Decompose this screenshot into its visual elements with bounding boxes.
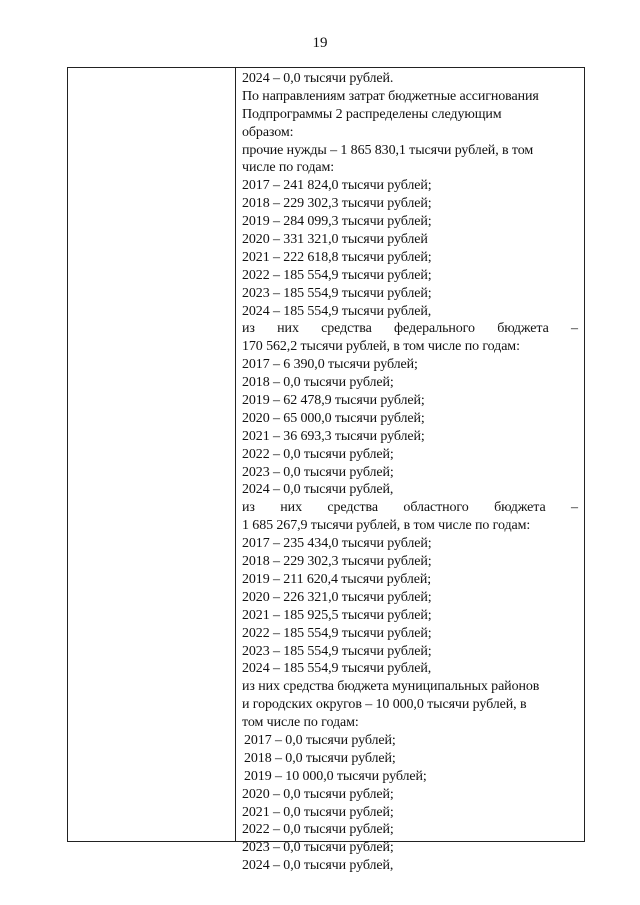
- document-table: [67, 67, 585, 874]
- federal-heading-line: [242, 320, 578, 338]
- heading-word: из: [242, 321, 255, 337]
- regional-heading-line: [242, 499, 578, 517]
- year-line: 2018 – 229 302,3 тысячи рублей;: [242, 554, 432, 570]
- year-line: 2023 – 0,0 тысячи рублей;: [242, 464, 394, 480]
- year-line: 2018 – 0,0 тысячи рублей;: [242, 375, 394, 391]
- year-line: 2020 – 331 321,0 тысячи рублей: [242, 232, 428, 248]
- year-line: 2023 – 0,0 тысячи рублей;: [242, 840, 394, 856]
- municipal-budget-block: [242, 678, 578, 875]
- heading-word: них: [277, 321, 299, 337]
- year-line: 2017 – 235 434,0 тысячи рублей;: [242, 536, 432, 552]
- intro-block: [242, 70, 578, 320]
- year-line: 2023 – 185 554,9 тысячи рублей;: [242, 643, 432, 659]
- year-line: 2022 – 0,0 тысячи рублей;: [242, 822, 394, 838]
- year-line: 2019 – 10 000,0 тысячи рублей;: [244, 768, 427, 784]
- budget-text-cell: [242, 70, 578, 875]
- heading-word: из: [242, 500, 255, 516]
- year-line: 2017 – 0,0 тысячи рублей;: [244, 732, 396, 748]
- regional-budget-block: [242, 499, 578, 678]
- year-line: 2024 – 0,0 тысячи рублей,: [242, 858, 394, 874]
- year-line: 2017 – 6 390,0 тысячи рублей;: [242, 357, 418, 373]
- heading-word: средства: [321, 321, 372, 337]
- year-line: 2017 – 241 824,0 тысячи рублей;: [242, 178, 432, 194]
- column-divider: [235, 68, 236, 841]
- year-line: 2021 – 222 618,8 тысячи рублей;: [242, 249, 432, 265]
- text-line: По направлениям затрат бюджетные ассигнования: [242, 88, 539, 104]
- text-line: 1 685 267,9 тысячи рублей, в том числе по годам:: [242, 518, 531, 534]
- page-number: 19: [312, 35, 328, 51]
- heading-word: федерального: [394, 321, 475, 337]
- year-line: 2022 – 185 554,9 тысячи рублей;: [242, 625, 432, 641]
- year-line: 2024 – 0,0 тысячи рублей,: [242, 482, 394, 498]
- year-line: 2021 – 0,0 тысячи рублей;: [242, 804, 394, 820]
- year-line: 2023 – 185 554,9 тысячи рублей;: [242, 285, 432, 301]
- year-line: 2024 – 185 554,9 тысячи рублей,: [242, 661, 432, 677]
- year-line: 2019 – 62 478,9 тысячи рублей;: [242, 393, 425, 409]
- year-line: 2022 – 0,0 тысячи рублей;: [242, 446, 394, 462]
- heading-word: –: [571, 500, 578, 516]
- text-line: прочие нужды – 1 865 830,1 тысячи рублей, в том: [242, 142, 534, 158]
- heading-word: бюджета: [497, 321, 549, 337]
- year-line: 2024 – 185 554,9 тысячи рублей,: [242, 303, 432, 319]
- text-line: из них средства бюджета муниципальных районов: [242, 679, 540, 695]
- year-line: 2019 – 284 099,3 тысячи рублей;: [242, 214, 432, 230]
- text-line: 170 562,2 тысячи рублей, в том числе по годам:: [242, 339, 520, 355]
- text-line: том числе по годам:: [242, 715, 359, 731]
- year-line: 2020 – 226 321,0 тысячи рублей;: [242, 589, 432, 605]
- text-line: 2024 – 0,0 тысячи рублей.: [242, 71, 394, 86]
- heading-word: областного: [403, 500, 469, 516]
- year-line: 2022 – 185 554,9 тысячи рублей;: [242, 267, 432, 283]
- heading-word: –: [571, 321, 578, 337]
- year-line: 2019 – 211 620,4 тысячи рублей;: [242, 571, 432, 587]
- year-line: 2021 – 185 925,5 тысячи рублей;: [242, 607, 432, 623]
- text-line: Подпрограммы 2 распределены следующим: [242, 106, 502, 122]
- year-line: 2020 – 65 000,0 тысячи рублей;: [242, 410, 425, 426]
- text-line: образом:: [242, 124, 294, 140]
- heading-word: средства: [327, 500, 378, 516]
- federal-budget-block: [242, 320, 578, 499]
- year-line: 2021 – 36 693,3 тысячи рублей;: [242, 428, 425, 444]
- year-line: 2018 – 229 302,3 тысячи рублей;: [242, 196, 432, 212]
- heading-word: них: [280, 500, 302, 516]
- text-line: и городских округов – 10 000,0 тысячи рублей, в: [242, 697, 527, 713]
- heading-word: бюджета: [494, 500, 546, 516]
- text-line: числе по годам:: [242, 160, 335, 176]
- year-line: 2020 – 0,0 тысячи рублей;: [242, 786, 394, 802]
- year-line: 2018 – 0,0 тысячи рублей;: [244, 750, 396, 766]
